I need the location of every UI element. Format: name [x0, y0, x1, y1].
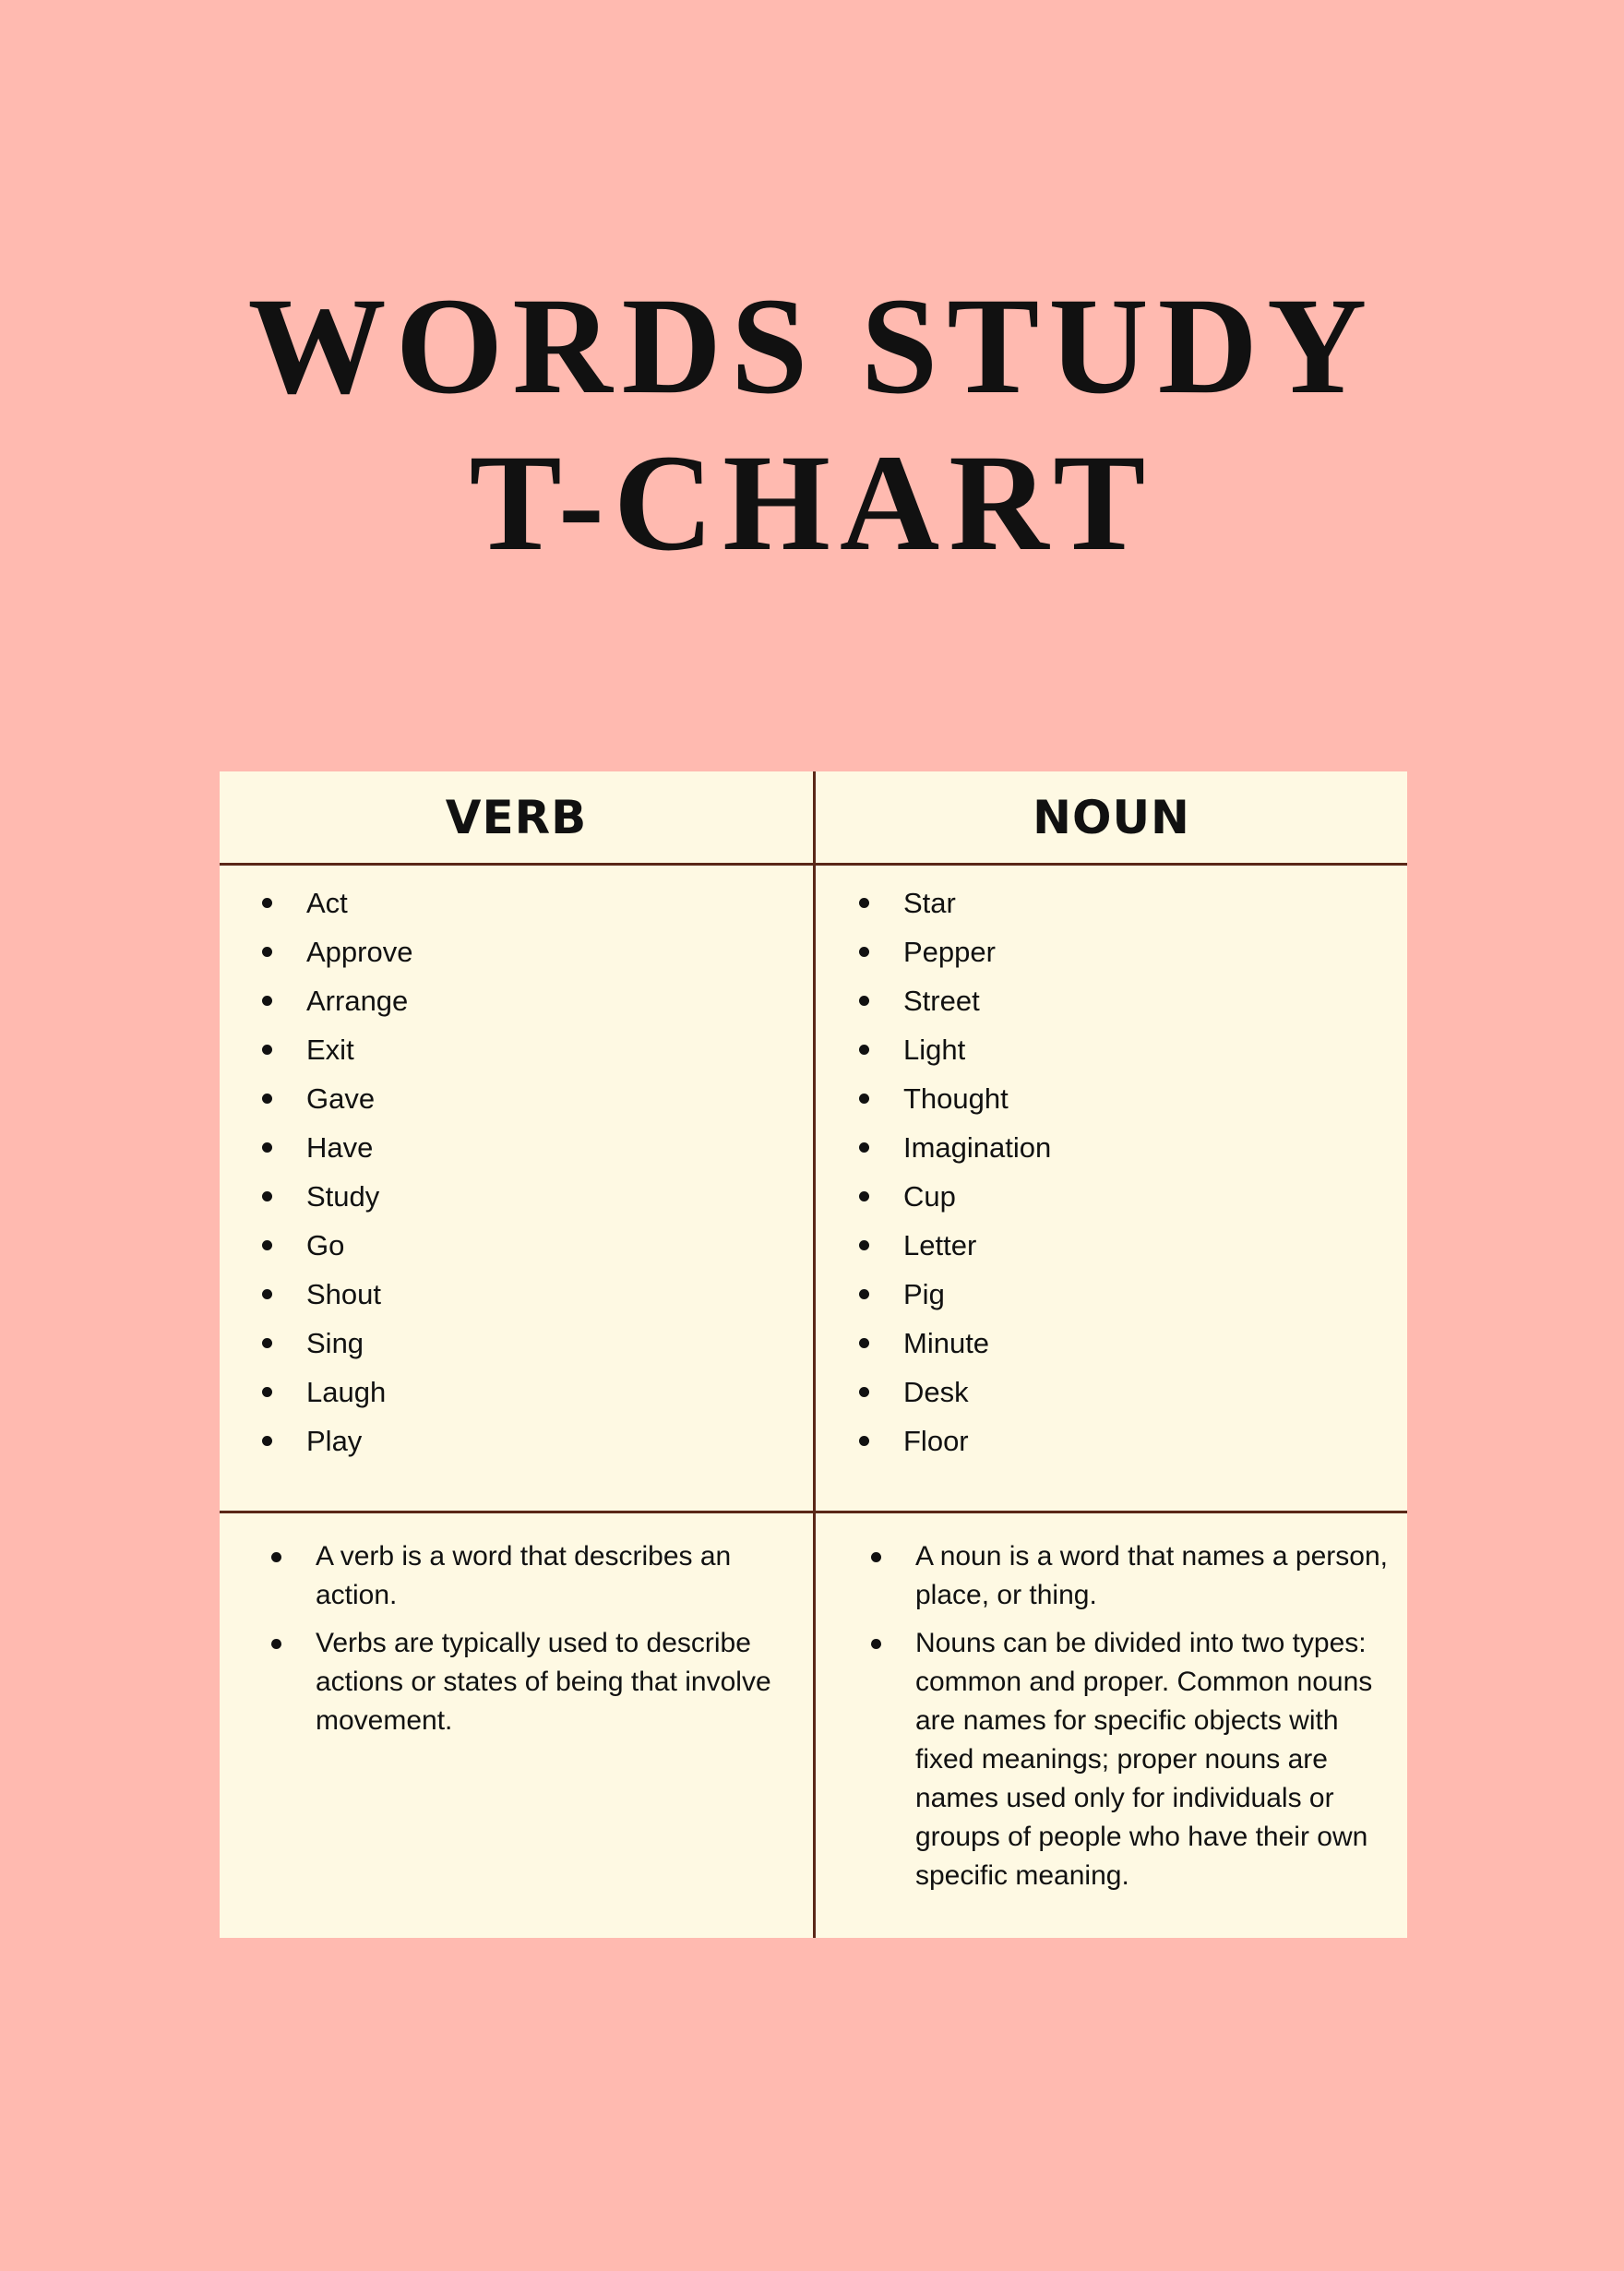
column-divider	[813, 771, 816, 1938]
verb-word-item: Laugh	[262, 1368, 412, 1416]
verb-notes-list	[271, 1537, 788, 1750]
verb-word-item: Exit	[262, 1025, 412, 1074]
noun-word-item: Floor	[859, 1416, 1051, 1465]
verb-word-item: Act	[262, 879, 412, 927]
title-line-2: T-CHART	[469, 426, 1155, 580]
verb-note-item: A verb is a word that describes an action.	[271, 1537, 788, 1615]
noun-word-item: Light	[859, 1025, 1051, 1074]
noun-word-item: Star	[859, 879, 1051, 927]
noun-word-list	[859, 879, 1051, 1465]
noun-word-item: Thought	[859, 1074, 1051, 1123]
verb-word-item: Gave	[262, 1074, 412, 1123]
title-line-1: WORDS STUDY	[247, 269, 1377, 423]
verb-note-item: Verbs are typically used to describe actions or states of being that involve movement.	[271, 1624, 788, 1740]
noun-notes-list	[871, 1537, 1388, 1905]
noun-word-item: Cup	[859, 1172, 1051, 1221]
verb-word-item: Have	[262, 1123, 412, 1172]
t-chart-table	[220, 771, 1407, 1938]
noun-word-item: Letter	[859, 1221, 1051, 1270]
verb-header: VERB	[445, 791, 588, 844]
noun-word-item: Imagination	[859, 1123, 1051, 1172]
verb-word-item: Go	[262, 1221, 412, 1270]
verb-word-item: Sing	[262, 1319, 412, 1368]
noun-word-item: Pig	[859, 1270, 1051, 1319]
verb-word-item: Play	[262, 1416, 412, 1465]
noun-note-item: A noun is a word that names a person, place, or thing.	[871, 1537, 1388, 1615]
verb-word-item: Arrange	[262, 976, 412, 1025]
verb-word-item: Shout	[262, 1270, 412, 1319]
noun-word-item: Street	[859, 976, 1051, 1025]
verb-word-item: Study	[262, 1172, 412, 1221]
noun-note-item: Nouns can be divided into two types: common and proper. Common nouns are names for specific objects with fixed meanings; proper nouns are names used only for individuals or groups of people who have their own specific meaning.	[871, 1624, 1388, 1895]
section-divider	[220, 1511, 1407, 1513]
noun-word-item: Minute	[859, 1319, 1051, 1368]
noun-header: NOUN	[1033, 791, 1190, 844]
verb-word-list	[262, 879, 412, 1465]
verb-word-item: Approve	[262, 927, 412, 976]
noun-word-item: Desk	[859, 1368, 1051, 1416]
noun-word-item: Pepper	[859, 927, 1051, 976]
